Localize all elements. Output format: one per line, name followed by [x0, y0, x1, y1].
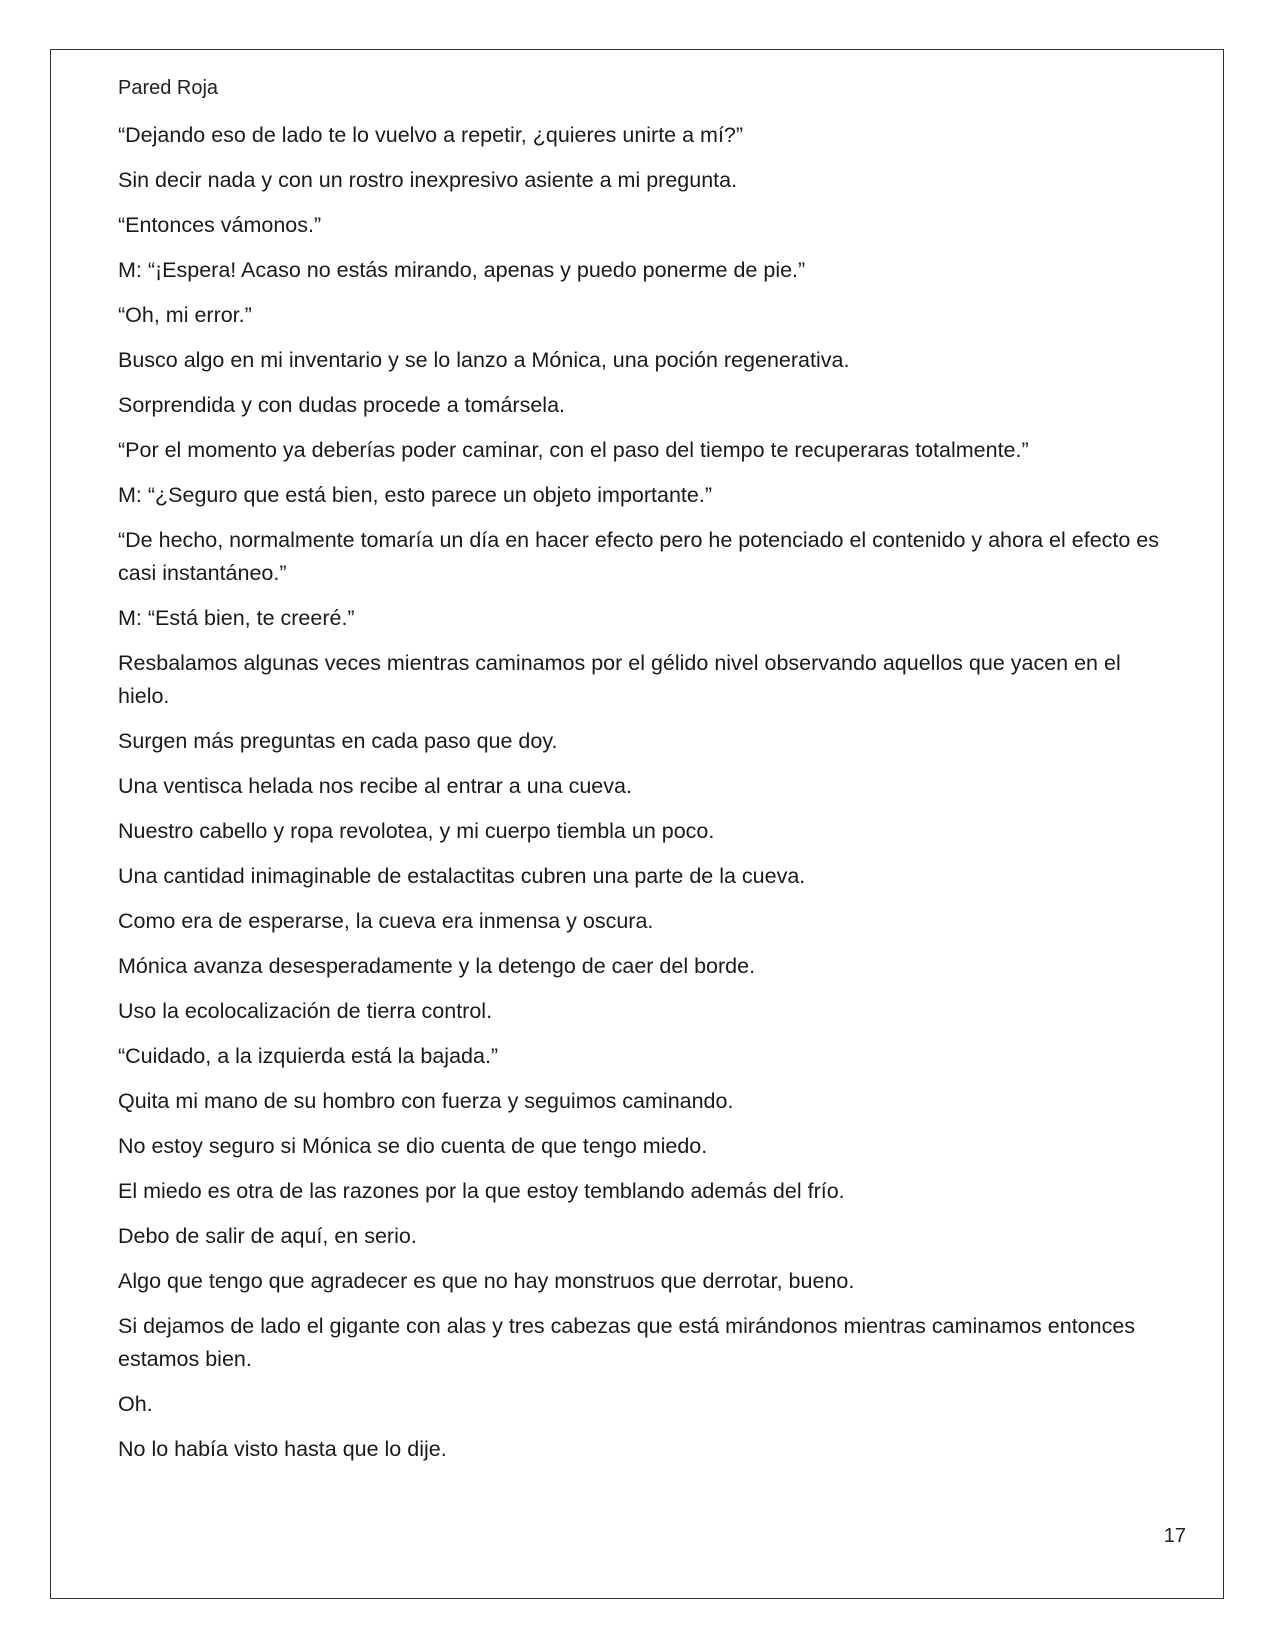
paragraph: “Dejando eso de lado te lo vuelvo a repetir, ¿quieres unirte a mí?” [118, 123, 744, 147]
paragraph: “Cuidado, a la izquierda está la bajada.” [118, 1044, 499, 1068]
paragraph: “Oh, mi error.” [118, 303, 252, 327]
paragraph: M: “Está bien, te creeré.” [118, 606, 355, 630]
paragraph: Algo que tengo que agradecer es que no hay monstruos que derrotar, bueno. [118, 1269, 855, 1293]
paragraph: Una ventisca helada nos recibe al entrar a una cueva. [118, 774, 632, 798]
paragraph: “Entonces vámonos.” [118, 213, 322, 237]
paragraph: Sin decir nada y con un rostro inexpresivo asiente a mi pregunta. [118, 168, 738, 192]
paragraph: No estoy seguro si Mónica se dio cuenta de que tengo miedo. [118, 1134, 708, 1158]
paragraph: Resbalamos algunas veces mientras caminamos por el gélido nivel observando aquellos que yacen en el hielo. [118, 651, 1121, 708]
paragraph: “Por el momento ya deberías poder caminar, con el paso del tiempo te recuperaras totalmente.” [118, 438, 1029, 462]
page-number: 17 [1163, 1525, 1186, 1547]
paragraph: Nuestro cabello y ropa revolotea, y mi cuerpo tiembla un poco. [118, 819, 715, 843]
body-text [118, 119, 1163, 1478]
paragraph: Como era de esperarse, la cueva era inmensa y oscura. [118, 909, 654, 933]
paragraph: Sorprendida y con dudas procede a tomársela. [118, 393, 565, 417]
paragraph: M: “¿Seguro que está bien, esto parece un objeto importante.” [118, 483, 712, 507]
paragraph: Quita mi mano de su hombro con fuerza y seguimos caminando. [118, 1089, 734, 1113]
paragraph: Debo de salir de aquí, en serio. [118, 1224, 417, 1248]
paragraph: El miedo es otra de las razones por la que estoy temblando además del frío. [118, 1179, 845, 1203]
paragraph: Una cantidad inimaginable de estalactitas cubren una parte de la cueva. [118, 864, 806, 888]
paragraph: M: “¡Espera! Acaso no estás mirando, apenas y puedo ponerme de pie.” [118, 258, 806, 282]
paragraph: No lo había visto hasta que lo dije. [118, 1437, 447, 1461]
running-header: Pared Roja [118, 77, 219, 99]
paragraph: Uso la ecolocalización de tierra control. [118, 999, 493, 1023]
paragraph: Si dejamos de lado el gigante con alas y tres cabezas que está mirándonos mientras caminamos entonces estamos bien. [118, 1314, 1136, 1371]
paragraph: “De hecho, normalmente tomaría un día en hacer efecto pero he potenciado el contenido y ahora el efecto es casi instantáneo.” [118, 528, 1160, 585]
paragraph: Surgen más preguntas en cada paso que doy. [118, 729, 558, 753]
paragraph: Mónica avanza desesperadamente y la detengo de caer del borde. [118, 954, 756, 978]
paragraph: Oh. [118, 1392, 153, 1416]
paragraph: Busco algo en mi inventario y se lo lanzo a Mónica, una poción regenerativa. [118, 348, 850, 372]
